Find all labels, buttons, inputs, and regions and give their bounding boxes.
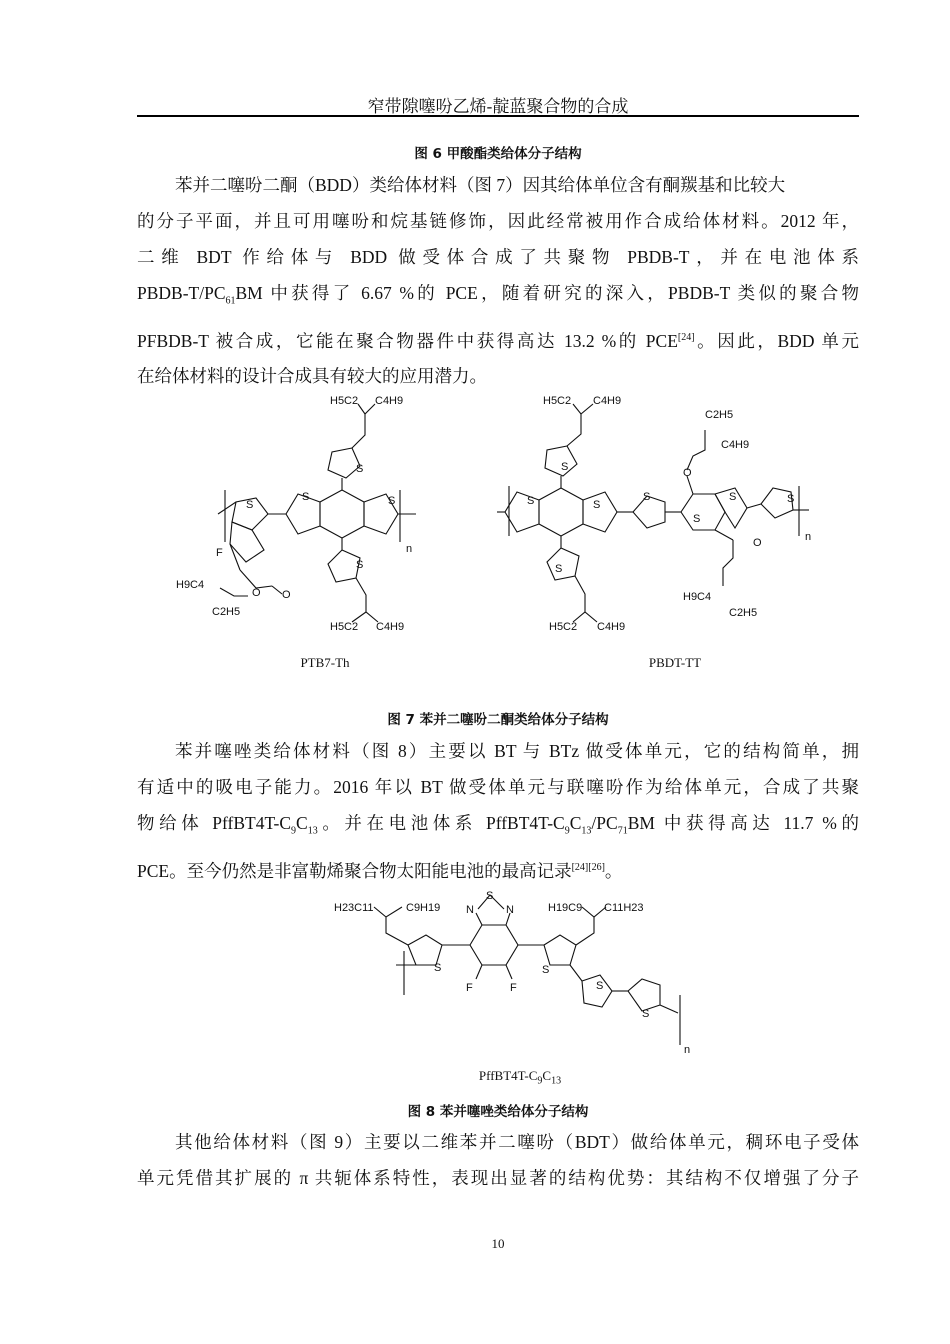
svg-text:O: O (683, 467, 692, 479)
svg-text:n: n (406, 543, 413, 555)
svg-text:S: S (356, 463, 364, 475)
svg-text:C4H9: C4H9 (593, 395, 622, 407)
svg-text:n: n (684, 1044, 691, 1056)
svg-text:S: S (643, 491, 651, 503)
svg-text:F: F (216, 547, 223, 559)
svg-text:S: S (555, 563, 563, 575)
svg-text:S: S (593, 499, 601, 511)
para2-line1: 苯并噻唑类给体材料（图 8）主要以 BT 与 BTz 做受体单元，它的结构简单，拥 (175, 741, 859, 761)
para1-line3: 二维 BDT 作给体与 BDD 做受体合成了共聚物 PBDB-T，并在电池体系 (137, 247, 859, 267)
svg-text:H19C9: H19C9 (548, 902, 583, 914)
svg-text:F: F (466, 982, 473, 994)
svg-text:H9C4: H9C4 (683, 591, 712, 603)
svg-text:S: S (642, 1008, 650, 1020)
para3-line2: 单元凭借其扩展的 π 共轭体系特性，表现出显著的结构优势：其结构不仅增强了分子 (137, 1168, 859, 1188)
fig6-caption: 图 6 甲酸酯类给体分子结构 (414, 146, 582, 162)
svg-text:H5C2: H5C2 (330, 395, 359, 407)
paragraph-bdd (137, 167, 859, 394)
running-header: 窄带隙噻吩乙烯-靛蓝聚合物的合成 (367, 97, 629, 116)
svg-text:S: S (561, 461, 569, 473)
fig8-caption: 图 8 苯并噻唑类给体分子结构 (407, 1104, 589, 1120)
svg-text:H9C4: H9C4 (176, 579, 205, 591)
fig7-label-pbdtt: PBDT-TT (648, 655, 702, 670)
svg-text:N: N (466, 904, 474, 916)
svg-text:S: S (356, 559, 364, 571)
fig7-caption: 图 7 苯并二噻吩二酮类给体分子结构 (387, 712, 609, 728)
para1-line4: PBDB-$T/PC_{61}BM$ 中获得了 6.67 %的 PCE，随着研究的深入，PBDB-T 类似的聚合物 (137, 283, 859, 307)
svg-text:C9H19: C9H19 (406, 902, 441, 914)
svg-text:S: S (787, 493, 795, 505)
svg-text:H5C2: H5C2 (330, 621, 359, 633)
svg-text:C11H23: C11H23 (604, 902, 644, 914)
svg-text:S: S (388, 495, 396, 507)
header-rule (137, 115, 859, 117)
para2-line4: PCE。至今仍然是非富勒烯聚合物太阳能电池的最高记录[24][26]。 (137, 860, 623, 881)
svg-text:S: S (542, 964, 550, 976)
svg-text:N: N (506, 904, 514, 916)
paragraph-bdt (137, 1124, 859, 1196)
svg-text:O: O (252, 587, 261, 599)
svg-text:S: S (596, 980, 604, 992)
svg-text:H5C2: H5C2 (543, 395, 572, 407)
svg-text:C2H5: C2H5 (212, 606, 241, 618)
para1-line1: 苯并二噻吩二酮（BDD）类给体材料（图 7）因其给体单位含有酮羰基和比较大 (175, 175, 786, 195)
svg-text:S: S (434, 962, 442, 974)
svg-text:O: O (282, 589, 291, 601)
para3-line1: 其他给体材料（图 9）主要以二维苯并二噻吩（BDT）做给体单元，稠环电子受体 (175, 1132, 859, 1152)
page-number: 10 (491, 1236, 505, 1251)
svg-text:S: S (693, 513, 701, 525)
svg-text:C4H9: C4H9 (376, 621, 405, 633)
svg-text:S: S (527, 495, 535, 507)
fig7-structure-pbdtt (497, 390, 827, 650)
svg-text:O: O (753, 537, 762, 549)
para2-line2: 有适中的吸电子能力。2016 年以 BT 做受体单元与联噻吩作为给体单元，合成了共聚 (137, 777, 859, 797)
paragraph-bt (137, 733, 859, 888)
svg-text:S: S (302, 491, 310, 503)
svg-text:C2H5: C2H5 (729, 607, 758, 619)
svg-text:H23C11: H23C11 (334, 902, 374, 914)
svg-text:C4H9: C4H9 (597, 621, 626, 633)
svg-text:C4H9: C4H9 (721, 439, 750, 451)
svg-text:H5C2: H5C2 (549, 621, 578, 633)
fig8-label: $PffBT4T-C_9C_{13}$ (478, 1068, 562, 1087)
para1-line2: 的分子平面，并且可用噻吩和烷基链修饰，因此经常被用作合成给体材料。2012 年， (137, 211, 859, 231)
fig7-label-ptb7th: PTB7-Th (300, 655, 350, 670)
para2-line3: 物给体 $PffBT4T-C_9C_{13}$。并在电池体系 $PffBT4T-C_9C_{13}/PC_{71}BM$ 中获得高达 11.7 %的 (137, 813, 859, 837)
para1-line6: 在给体材料的设计合成具有较大的应用潜力。 (137, 366, 487, 387)
para1-line5: PFBDB-T 被合成，它能在聚合物器件中获得高达 13.2 %的 PCE[24]。因此，BDD 单元 (137, 330, 859, 351)
svg-text:F: F (510, 982, 517, 994)
svg-text:S: S (729, 491, 737, 503)
svg-text:C2H5: C2H5 (705, 409, 734, 421)
svg-text:C4H9: C4H9 (375, 395, 404, 407)
svg-text:S: S (246, 499, 254, 511)
svg-text:n: n (805, 531, 812, 543)
fig7-structure-ptb7th (170, 390, 430, 650)
fig8-structure-pffbt4t (330, 885, 700, 1065)
svg-text:S: S (486, 890, 494, 902)
